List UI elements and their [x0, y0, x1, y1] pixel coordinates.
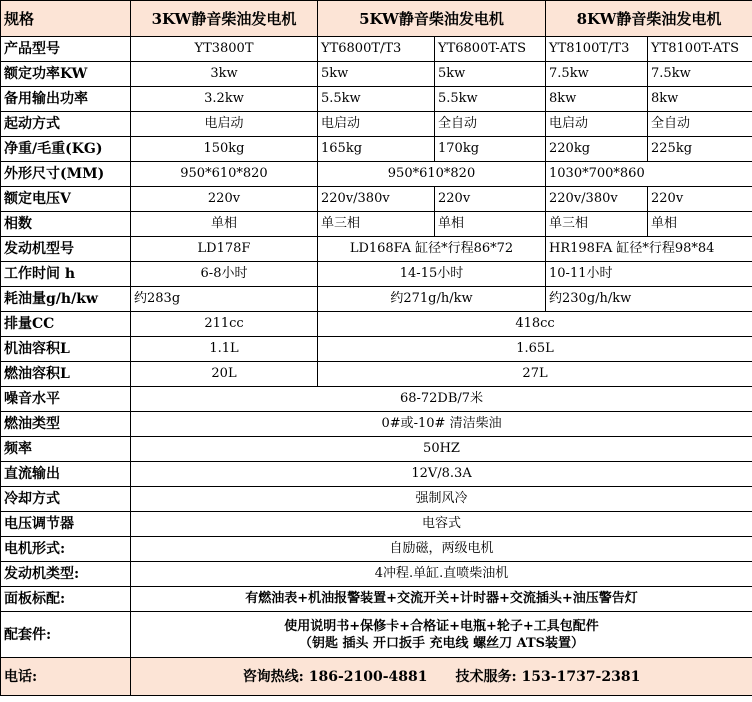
table-row [1, 562, 752, 587]
table-row [1, 212, 752, 237]
table-row [1, 187, 752, 212]
accessories-cell [131, 612, 752, 658]
cell: LD178F [131, 237, 318, 262]
row-label: 燃油容积L [1, 362, 131, 387]
col-5kw-header: 5KW静音柴油发电机 [318, 1, 546, 37]
table-row [1, 337, 752, 362]
row-label: 发动机型号 [1, 237, 131, 262]
cell: 5.5kw [318, 87, 435, 112]
cell: 225kg [648, 137, 752, 162]
table-row [1, 87, 752, 112]
col-8kw-header: 8KW静音柴油发电机 [546, 1, 752, 37]
table-row [1, 62, 752, 87]
table-row [1, 362, 752, 387]
cell: 1.1L [131, 337, 318, 362]
cell: 165kg [318, 137, 435, 162]
cell: 150kg [131, 137, 318, 162]
table-row [1, 287, 752, 312]
cell: 4冲程.单缸.直喷柴油机 [131, 562, 752, 587]
cell: 自励磁，两级电机 [131, 537, 752, 562]
cell: 6-8小时 [131, 262, 318, 287]
row-label: 冷却方式 [1, 487, 131, 512]
contact-cell [131, 658, 752, 696]
tech-service-text: 技术服务: 153-1737-2381 [455, 668, 641, 685]
cell: 电启动 [318, 112, 435, 137]
cell: YT8100T-ATS [648, 37, 752, 62]
cell: YT3800T [131, 37, 318, 62]
header-row [1, 1, 752, 37]
cell: YT6800T-ATS [435, 37, 546, 62]
cell: 10-11小时 [546, 262, 752, 287]
cell: YT8100T/T3 [546, 37, 648, 62]
cell: 5kw [318, 62, 435, 87]
table-row [1, 237, 752, 262]
cell: 7.5kw [546, 62, 648, 87]
cell: 电启动 [131, 112, 318, 137]
cell: 68-72DB/7米 [131, 387, 752, 412]
row-label: 机油容积L [1, 337, 131, 362]
accessories-line-1: 使用说明书+保修卡+合格证+电瓶+轮子+工具包配件 [284, 618, 599, 634]
cell: HR198FA 缸径*行程98*84 [546, 237, 752, 262]
cell: 电容式 [131, 512, 752, 537]
row-label: 噪音水平 [1, 387, 131, 412]
table-row [1, 487, 752, 512]
cell: 1030*700*860 [546, 162, 752, 187]
cell: 418cc [318, 312, 752, 337]
table-row [1, 437, 752, 462]
cell: 220v [648, 187, 752, 212]
cell: 约230g/h/kw [546, 287, 752, 312]
row-label: 发动机类型: [1, 562, 131, 587]
cell: 7.5kw [648, 62, 752, 87]
cell: 电启动 [546, 112, 648, 137]
cell: 1.65L [318, 337, 752, 362]
cell: 220kg [546, 137, 648, 162]
cell: 全自动 [648, 112, 752, 137]
table-row [1, 412, 752, 437]
row-label: 外形尺寸(MM) [1, 162, 131, 187]
row-label: 相数 [1, 212, 131, 237]
row-label: 燃油类型 [1, 412, 131, 437]
cell: 220v/380v [546, 187, 648, 212]
cell: 单相 [648, 212, 752, 237]
row-label: 耗油量g/h/kw [1, 287, 131, 312]
footer-row [1, 658, 752, 696]
cell: 3kw [131, 62, 318, 87]
cell: 3.2kw [131, 87, 318, 112]
row-label: 净重/毛重(KG) [1, 137, 131, 162]
cell: 5kw [435, 62, 546, 87]
table-row [1, 137, 752, 162]
row-label: 排量CC [1, 312, 131, 337]
cell: 14-15小时 [318, 262, 546, 287]
row-label: 工作时间 h [1, 262, 131, 287]
cell: 20L [131, 362, 318, 387]
cell: 强制风冷 [131, 487, 752, 512]
row-label: 额定电压V [1, 187, 131, 212]
cell: 单相 [131, 212, 318, 237]
table-row [1, 162, 752, 187]
col-3kw-header: 3KW静音柴油发电机 [131, 1, 318, 37]
cell: 220v [435, 187, 546, 212]
row-label: 直流输出 [1, 462, 131, 487]
cell: 8kw [546, 87, 648, 112]
cell: 单三相 [318, 212, 435, 237]
table-row [1, 312, 752, 337]
cell: 约283g [131, 287, 318, 312]
cell: 0#或-10# 清洁柴油 [131, 412, 752, 437]
table-row [1, 462, 752, 487]
row-label: 电压调节器 [1, 512, 131, 537]
row-label: 配套件: [1, 612, 131, 658]
cell: 有燃油表+机油报警装置+交流开关+计时器+交流插头+油压警告灯 [131, 587, 752, 612]
table-row [1, 262, 752, 287]
cell: 单相 [435, 212, 546, 237]
cell: 50HZ [131, 437, 752, 462]
accessories-line-2: （钥匙 插头 开口扳手 充电线 螺丝刀 ATS装置） [298, 635, 585, 651]
cell: 5.5kw [435, 87, 546, 112]
phone-label: 电话: [1, 658, 131, 696]
cell: 约271g/h/kw [318, 287, 546, 312]
cell: 211cc [131, 312, 318, 337]
row-label: 面板标配: [1, 587, 131, 612]
row-label: 备用输出功率 [1, 87, 131, 112]
table-row [1, 37, 752, 62]
table-row [1, 612, 752, 658]
row-label: 起动方式 [1, 112, 131, 137]
table-row [1, 112, 752, 137]
table-row [1, 387, 752, 412]
cell: 950*610*820 [318, 162, 546, 187]
row-label: 额定功率KW [1, 62, 131, 87]
row-label: 频率 [1, 437, 131, 462]
cell: 170kg [435, 137, 546, 162]
row-label: 电机形式: [1, 537, 131, 562]
hotline-text: 咨询热线: 186-2100-4881 [242, 668, 428, 685]
cell: 950*610*820 [131, 162, 318, 187]
cell: 220v/380v [318, 187, 435, 212]
cell: 8kw [648, 87, 752, 112]
cell: LD168FA 缸径*行程86*72 [318, 237, 546, 262]
spec-header: 规格 [1, 1, 131, 37]
table-row [1, 587, 752, 612]
table-row [1, 537, 752, 562]
table-row [1, 512, 752, 537]
cell: YT6800T/T3 [318, 37, 435, 62]
cell: 12V/8.3A [131, 462, 752, 487]
cell: 27L [318, 362, 752, 387]
row-label: 产品型号 [1, 37, 131, 62]
cell: 220v [131, 187, 318, 212]
cell: 全自动 [435, 112, 546, 137]
cell: 单三相 [546, 212, 648, 237]
